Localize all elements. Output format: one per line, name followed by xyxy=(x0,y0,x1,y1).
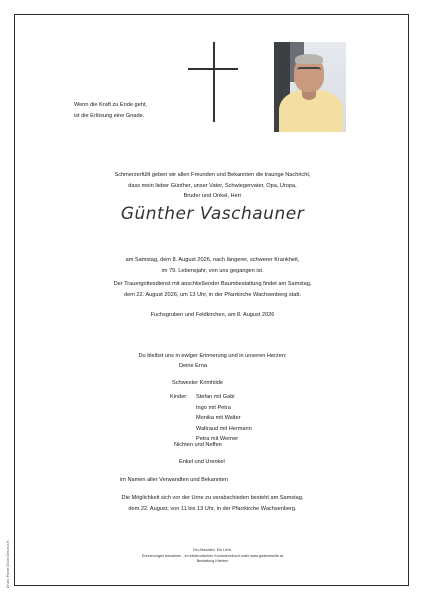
quote: Wenn die Kraft zu Ende geht, ist die Erlösung eine Gnade. xyxy=(74,102,147,119)
portrait-photo xyxy=(274,42,346,132)
death-notice: am Samstag, dem 8. August 2026, nach längerer, schwerer Krankheit, im 79. Lebensjahr, von uns gegangen ist. xyxy=(125,257,300,274)
list-item: Ingo mit Petra xyxy=(196,404,231,411)
service-info: Der Trauergottesdienst mit anschließender Baumbestattung findet am Samstag, dem 22. August 2026, um 13 Uhr, in der Pfarrkirche Wachsenberg statt. xyxy=(113,281,312,298)
memory-line: Du bleibst uns in ewiger Erinnerung und in unseren Herzen: xyxy=(138,353,287,359)
mourner-enkel: Enkel und Urenkel xyxy=(179,459,225,465)
mourner-nichten: Nichten und Neffen xyxy=(174,442,222,448)
list-item: Waltraud mit Hermann xyxy=(196,425,252,432)
intro-text: Schmerzerfüllt geben wir allen Freunden und Bekannten die traurige Nachricht, dass mein lieber Günther, unser Vater, Schwiegervater, Opa, Uropa, Bruder und Onkel, Herr xyxy=(114,172,311,200)
place-date: Fuchsgruben und Feldkirchen, am 8. August 2026 xyxy=(150,312,275,318)
footer: Ein Abschied. Ein Licht. Erinnerungen bewahren - im elektronischen Kondolenzbuch unter www.gedenkseite.at Bestattung Kärnten xyxy=(141,548,284,564)
deceased-name: Günther Vaschauner xyxy=(120,204,305,224)
list-item: Monika mit Walter xyxy=(196,415,241,422)
mourner-krimhilde: Schwester Krimhilde xyxy=(172,380,223,386)
kinder-list xyxy=(196,392,252,445)
list-item: Stefan mit Gabi xyxy=(196,394,235,400)
kinder-label: Kinder: xyxy=(170,394,188,400)
mourner-verwandte: im Namen aller Verwandten und Bekannten xyxy=(120,477,228,483)
cross-icon-bar xyxy=(188,68,238,70)
mourner-erna: Deine Erna xyxy=(179,363,207,369)
farewell-info: Die Möglichkeit sich vor der Urne zu verabschieden besteht am Samstag, dem 22. August, von 11 bis 13 Uhr, in der Pfarrkirche Wachsenberg. xyxy=(121,495,304,512)
printer-credit: Druck: Ploner Druck Ges.m.b.H. xyxy=(6,539,10,588)
list-item: Petra mit Werner xyxy=(196,436,239,443)
